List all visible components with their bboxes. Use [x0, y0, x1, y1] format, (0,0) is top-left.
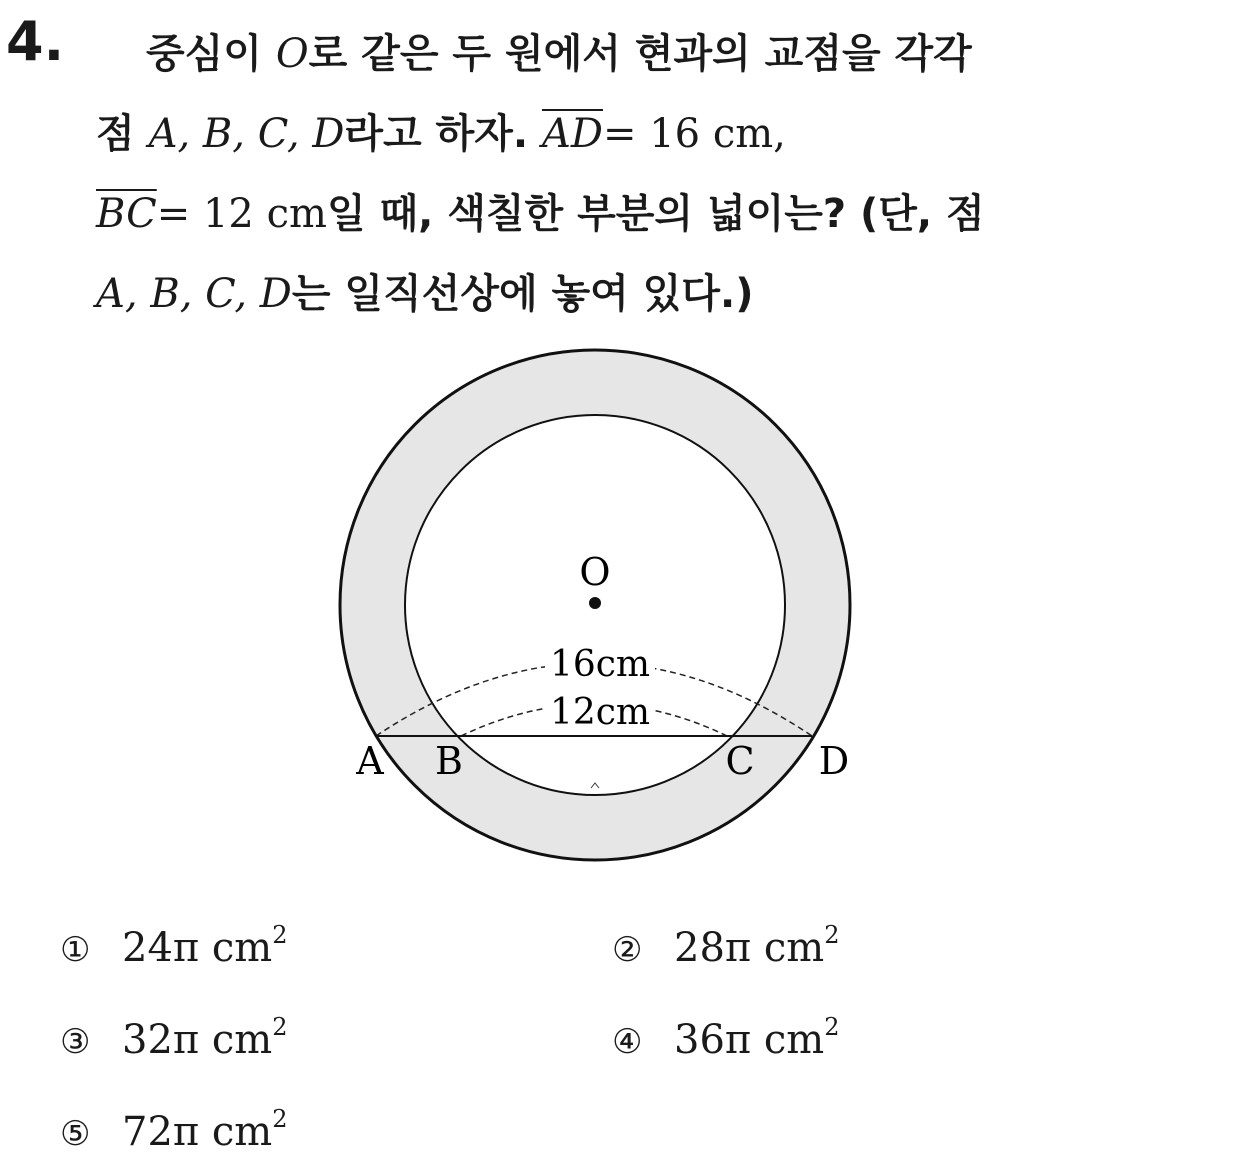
point-label-b: B	[435, 739, 463, 783]
choice-value: 32π cm	[122, 1017, 273, 1063]
stem-text: 라고 하자.	[344, 111, 543, 157]
question-number: 4.	[6, 10, 65, 73]
point-list: A, B, C, D	[96, 271, 292, 317]
choice-4[interactable]	[612, 997, 840, 1072]
choice-exponent: 2	[272, 1105, 288, 1133]
center-label: O	[579, 550, 611, 594]
length-label-16: 16cm	[549, 644, 651, 685]
choice-value: 24π cm	[122, 925, 273, 971]
choice-mark: ①	[60, 930, 91, 970]
choice-value: 28π cm	[674, 925, 825, 971]
stem-text: 점	[96, 111, 149, 157]
point-list: A, B, C, D	[148, 111, 345, 157]
segment-ad: $\overline{AD}$	[542, 111, 603, 157]
point-label-a: A	[356, 739, 384, 783]
stem-text: 로 같은 두 원에서 현과의 교점을 각각	[308, 31, 972, 77]
stem-text: 중심이	[146, 31, 276, 77]
stem-text: 는 일직선상에 놓여 있다.)	[291, 271, 754, 317]
choice-exponent: 2	[272, 921, 288, 949]
choice-mark: ④	[612, 1022, 643, 1062]
choice-1[interactable]	[60, 905, 288, 980]
point-label-d: D	[818, 739, 850, 783]
point-label-c: C	[725, 739, 755, 783]
choice-5[interactable]	[60, 1089, 288, 1164]
choice-mark: ⑤	[60, 1114, 91, 1154]
choice-mark: ③	[60, 1022, 91, 1062]
choice-exponent: 2	[824, 921, 840, 949]
choice-value: 72π cm	[122, 1109, 273, 1155]
choice-exponent: 2	[272, 1013, 288, 1041]
segment-bc: $\overline{BC}$	[96, 191, 157, 237]
length-label-12: 12cm	[549, 692, 651, 733]
center-dot	[589, 597, 601, 609]
choice-value: 36π cm	[674, 1017, 825, 1063]
choice-3[interactable]	[60, 997, 288, 1072]
stem-text: 일 때, 색칠한 부분의 넓이는? (단, 점	[326, 191, 985, 237]
center-symbol: O	[275, 31, 309, 77]
segment-ad-length: = 16 cm,	[602, 111, 786, 157]
choice-2[interactable]	[612, 905, 840, 980]
choice-mark: ②	[612, 930, 643, 970]
choice-exponent: 2	[824, 1013, 840, 1041]
segment-bc-length: = 12 cm	[156, 191, 327, 237]
